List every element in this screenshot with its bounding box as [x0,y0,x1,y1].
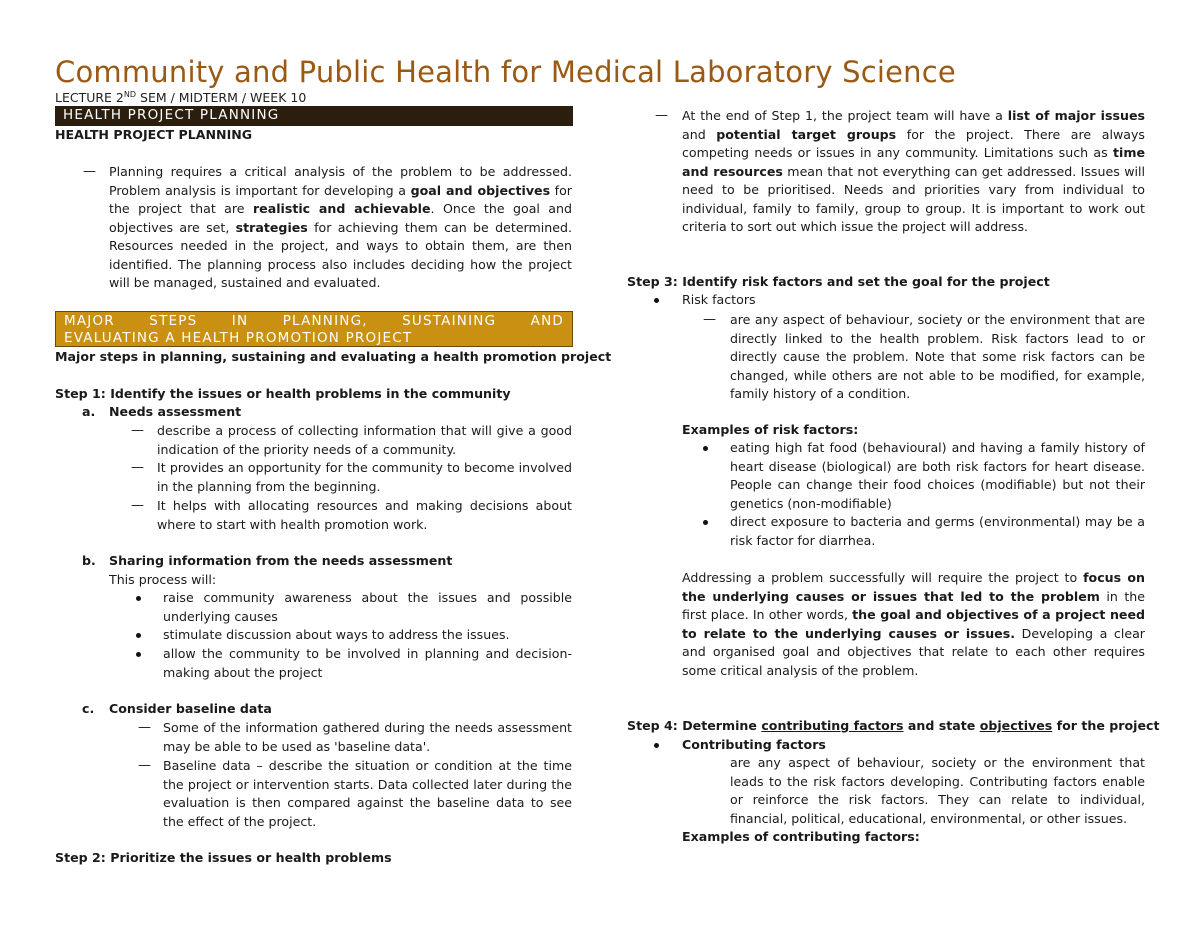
dash-marker: — [83,164,96,179]
dash-marker: — [131,423,144,438]
risk-factors-label: Risk factors [682,292,756,307]
baseline-item: Baseline data – describe the situation or condition at the time the project or intervention starts. Data collected later during the evaluation is then compared against the baseline data to see the effect of the project. [163,758,572,829]
needs-item: It provides an opportunity for the community to become involved in the planning from the beginning. [157,460,572,494]
bullet-marker [703,446,708,451]
risk-factors-definition: are any aspect of behaviour, society or the environment that are directly linked to the health problem. Risk factors lead to or directly cause the problem. Note that some risk factors can be changed, while others are not able to be modified, for example, family history of a condition. [730,312,1145,401]
document-title: Community and Public Health for Medical Laboratory Science [55,55,956,89]
step1-heading: Step 1: Identify the issues or health problems in the community [55,386,511,401]
list-label-b: b. [82,553,96,568]
risk-examples-heading: Examples of risk factors: [682,422,859,437]
risk-example: direct exposure to bacteria and germs (environmental) may be a risk factor for diarrhea. [730,514,1145,548]
step4-heading: Step 4: Determine contributing factors and state objectives for the project [627,718,1160,733]
bullet-marker [136,633,141,638]
sharing-info-title: Sharing information from the needs assessment [109,553,453,568]
list-label-a: a. [82,404,96,419]
baseline-item: Some of the information gathered during the needs assessment may be able to be used as 'baseline data'. [163,720,572,754]
needs-item: It helps with allocating resources and making decisions about where to start with health promotion work. [157,498,572,532]
dash-marker: — [655,108,668,123]
bullet-marker [136,652,141,657]
bullet-marker [136,596,141,601]
needs-item: describe a process of collecting information that will give a good indication of the priority needs of a community. [157,423,572,457]
sharing-intro: This process will: [109,572,217,587]
sharing-item: raise community awareness about the issues and possible underlying causes [163,590,572,624]
dash-marker: — [131,498,144,513]
baseline-data-title: Consider baseline data [109,701,272,716]
list-label-c: c. [82,701,95,716]
planning-paragraph: Planning requires a critical analysis of the problem to be addressed. Problem analysis is important for developing a goal and objectives for the project that are realistic and achievable. Once the goal and objectives are set, strategies for achieving them can be determined. Resources needed in the project, and ways to obtain them, are then identified. The planning process also includes deciding how the project will be managed, sustained and evaluated. [109,164,572,290]
contributing-factors-label: Contributing factors [682,737,826,752]
contributing-factors-definition: are any aspect of behaviour, society or the environment that leads to the risk factors developing. Contributing factors enable or reinforce the risk factors. They can relate to individual, financial, political, educational, environmental, or other issues. [730,755,1145,826]
step1-summary-paragraph: At the end of Step 1, the project team will have a list of major issues and potential target groups for the project. There are always competing needs or issues in any community. Limitations such as time and resources mean that not everything can get addressed. Issues will need to be prioritised. Needs and priorities vary from individual to individual, family to family, group to group. It is important to work out criteria to sort out which issue the project will address. [682,108,1145,234]
lecture-subtitle: LECTURE 2ND SEM / MIDTERM / WEEK 10 [55,90,307,106]
contributing-examples-heading: Examples of contributing factors: [682,829,920,844]
bullet-marker [703,520,708,525]
dash-marker: — [703,312,716,327]
step3-heading: Step 3: Identify risk factors and set the goal for the project [627,274,1050,289]
heading-health-project-planning: HEALTH PROJECT PLANNING [55,127,253,142]
needs-assessment-title: Needs assessment [109,404,242,419]
section-bar-health-project-planning: HEALTH PROJECT PLANNING [55,106,573,126]
sharing-item: stimulate discussion about ways to address the issues. [163,627,510,642]
addressing-problem-paragraph: Addressing a problem successfully will require the project to focus on the underlying causes or issues that led to the problem in the first place. In other words, the goal and objectives of a project need to relate to the underlying causes or issues. Developing a clear and organised goal and objectives that relate to each other requires some critical analysis of the problem. [682,570,1146,678]
bullet-marker [654,298,659,303]
risk-example: eating high fat food (behavioural) and having a family history of heart disease (biological) are both risk factors for heart disease. People can change their food choices (modifiable) but not their genetics (non-modifiable) [730,440,1145,511]
dash-marker: — [138,758,151,773]
step2-heading: Step 2: Prioritize the issues or health problems [55,850,392,865]
bullet-marker [654,743,659,748]
dash-marker: — [138,720,151,735]
dash-marker: — [131,460,144,475]
section-bar-major-steps: MAJOR STEPS IN PLANNING, SUSTAINING AND EVALUATING A HEALTH PROMOTION PROJECT [55,311,573,347]
heading-major-steps: Major steps in planning, sustaining and evaluating a health promotion project [55,349,612,364]
sharing-item: allow the community to be involved in planning and decision-making about the project [163,646,572,680]
